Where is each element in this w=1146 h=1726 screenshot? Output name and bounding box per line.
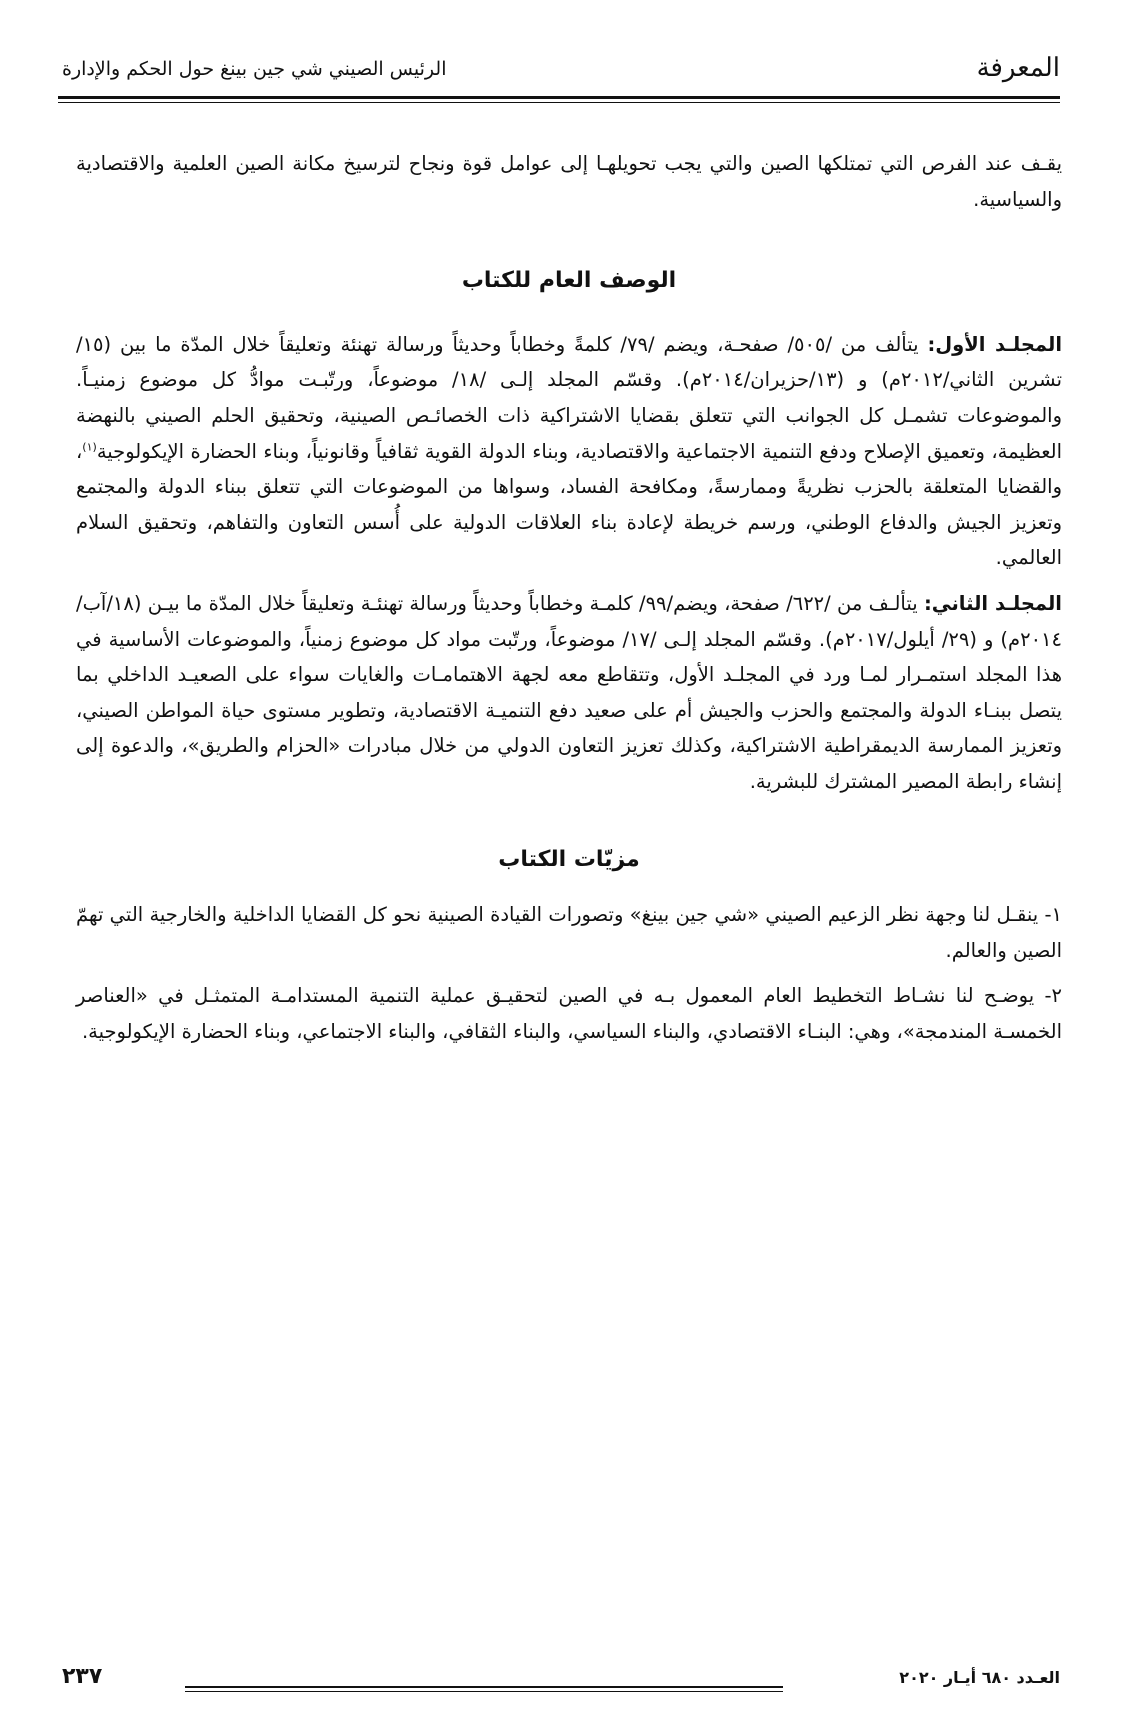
footer-rule-thin [185, 1691, 783, 1692]
volume-one-text-b: ، والقضايا المتعلقة بالحزب نظريةً وممارسةً، ومكافحة الفساد، وسواها من الموضوعات التي تتعلق ببناء الدولة والمجتمع وتعزيز الجيش والدفاع الوطني، ورسم خريطة لإعادة بناء العلاقات الدولية على أُسس التعاون والتفاهم، وتحقيق السلام العالمي. [76, 439, 1062, 570]
issue-info: العـدد ٦٨٠ أيـار ٢٠٢٠ [899, 1668, 1060, 1687]
page-header [58, 48, 1060, 98]
section-heading-description: الوصف العام للكتاب [461, 268, 677, 294]
volume-one-lead: المجلـد الأول: [927, 332, 1063, 356]
footnote-marker[interactable]: (١) [82, 440, 97, 454]
volume-one-paragraph [76, 327, 1062, 576]
volume-two-paragraph [76, 586, 1062, 800]
feature-item-1: ١- ينقـل لنا وجهة نظر الزعيم الصيني «شي جين بينغ» وتصورات القيادة الصينية نحو كل القضايا الداخلية والخارجية التي تهمّ الصين والعالم. [76, 903, 1062, 962]
journal-logo: المعرفة [976, 53, 1060, 83]
page-number: ٢٣٧ [62, 1664, 103, 1689]
article-body [76, 146, 1062, 1049]
running-title: الرئيس الصيني شي جين بينغ حول الحكم والإدارة [62, 58, 447, 80]
footer-rule-thick [185, 1686, 783, 1688]
section-heading-features: مزيّات الكتاب [498, 846, 640, 872]
volume-two-lead: المجلـد الثاني: [923, 591, 1062, 615]
header-rule-thin [58, 102, 1060, 103]
page-footer [58, 1660, 1060, 1700]
volume-one-text-a: يتألف من /٥٠٥/ صفحـة، ويضم /٧٩/ كلمةً وخطاباً وحديثاً ورسالة تهنئة وتعليقاً خلال المدّة ما بين (١٥/تشرين الثاني/٢٠١٢م) و (١٣/حزيران/٢٠١٤م). وقسّم المجلد إلـى /١٨/ موضوعاً، ورتّبـت موادُّ كل موضوع زمنيـاً. والموضوعات تشمـل كل الجوانب التي تتعلق بقضايا الاشتراكية ذات الخصائـص الصينية، وتحقيق الحلم الصيني بالنهضة العظيمة، وتعميق الإصلاح ودفع التنمية الاجتماعية والاقتصادية، وبناء الدولة القوية ثقافياً وقانونياً، وبناء الحضارة الإيكولوجية [76, 332, 1062, 463]
intro-paragraph: يقـف عند الفرص التي تمتلكها الصين والتي يجب تحويلهـا إلى عوامل قوة ونجاح لترسيخ مكانة الصين العلمية والاقتصادية والسياسية. [76, 152, 1062, 211]
feature-item-2: ٢- يوضـح لنا نشـاط التخطيط العام المعمول بـه في الصين لتحقيـق عملية التنمية المستدامـة المتمثـل في «العناصر الخمسـة المندمجة»، وهي: البنـاء الاقتصادي، والبناء السياسي، والبناء الثقافي، والبناء الاجتماعي، وبناء الحضارة الإيكولوجية. [76, 984, 1062, 1043]
volume-two-text: يتألـف من /٦٢٢/ صفحة، ويضم/٩٩/ كلمـة وخطاباً وحديثاً ورسالة تهنئـة وتعليقاً خلال المدّة ما بيـن (١٨/آب/٢٠١٤م) و (٢٩/ أيلول/٢٠١٧م). وقسّم المجلد إلـى /١٧/ موضوعاً، ورتّبت مواد كل موضوع زمنياً، والموضوعات الأساسية في هذا المجلد استمـرار لمـا ورد في المجلـد الأول، وتتقاطع معه لجهة الاهتمامـات والغايات سواء على الصعيـد الداخلي بما يتصل ببنـاء الدولة والمجتمع والحزب والجيش أم على صعيد دفع التنميـة الاقتصادية، وتطوير مستوى حياة المواطن الصيني، وتعزيز الممارسة الديمقراطية الاشتراكية، وكذلك تعزيز التعاون الدولي من خلال مبادرات «الحزام والطريق»، والدعوة إلى إنشاء رابطة المصير المشترك للبشرية. [76, 591, 1062, 793]
header-rule-thick [58, 96, 1060, 99]
